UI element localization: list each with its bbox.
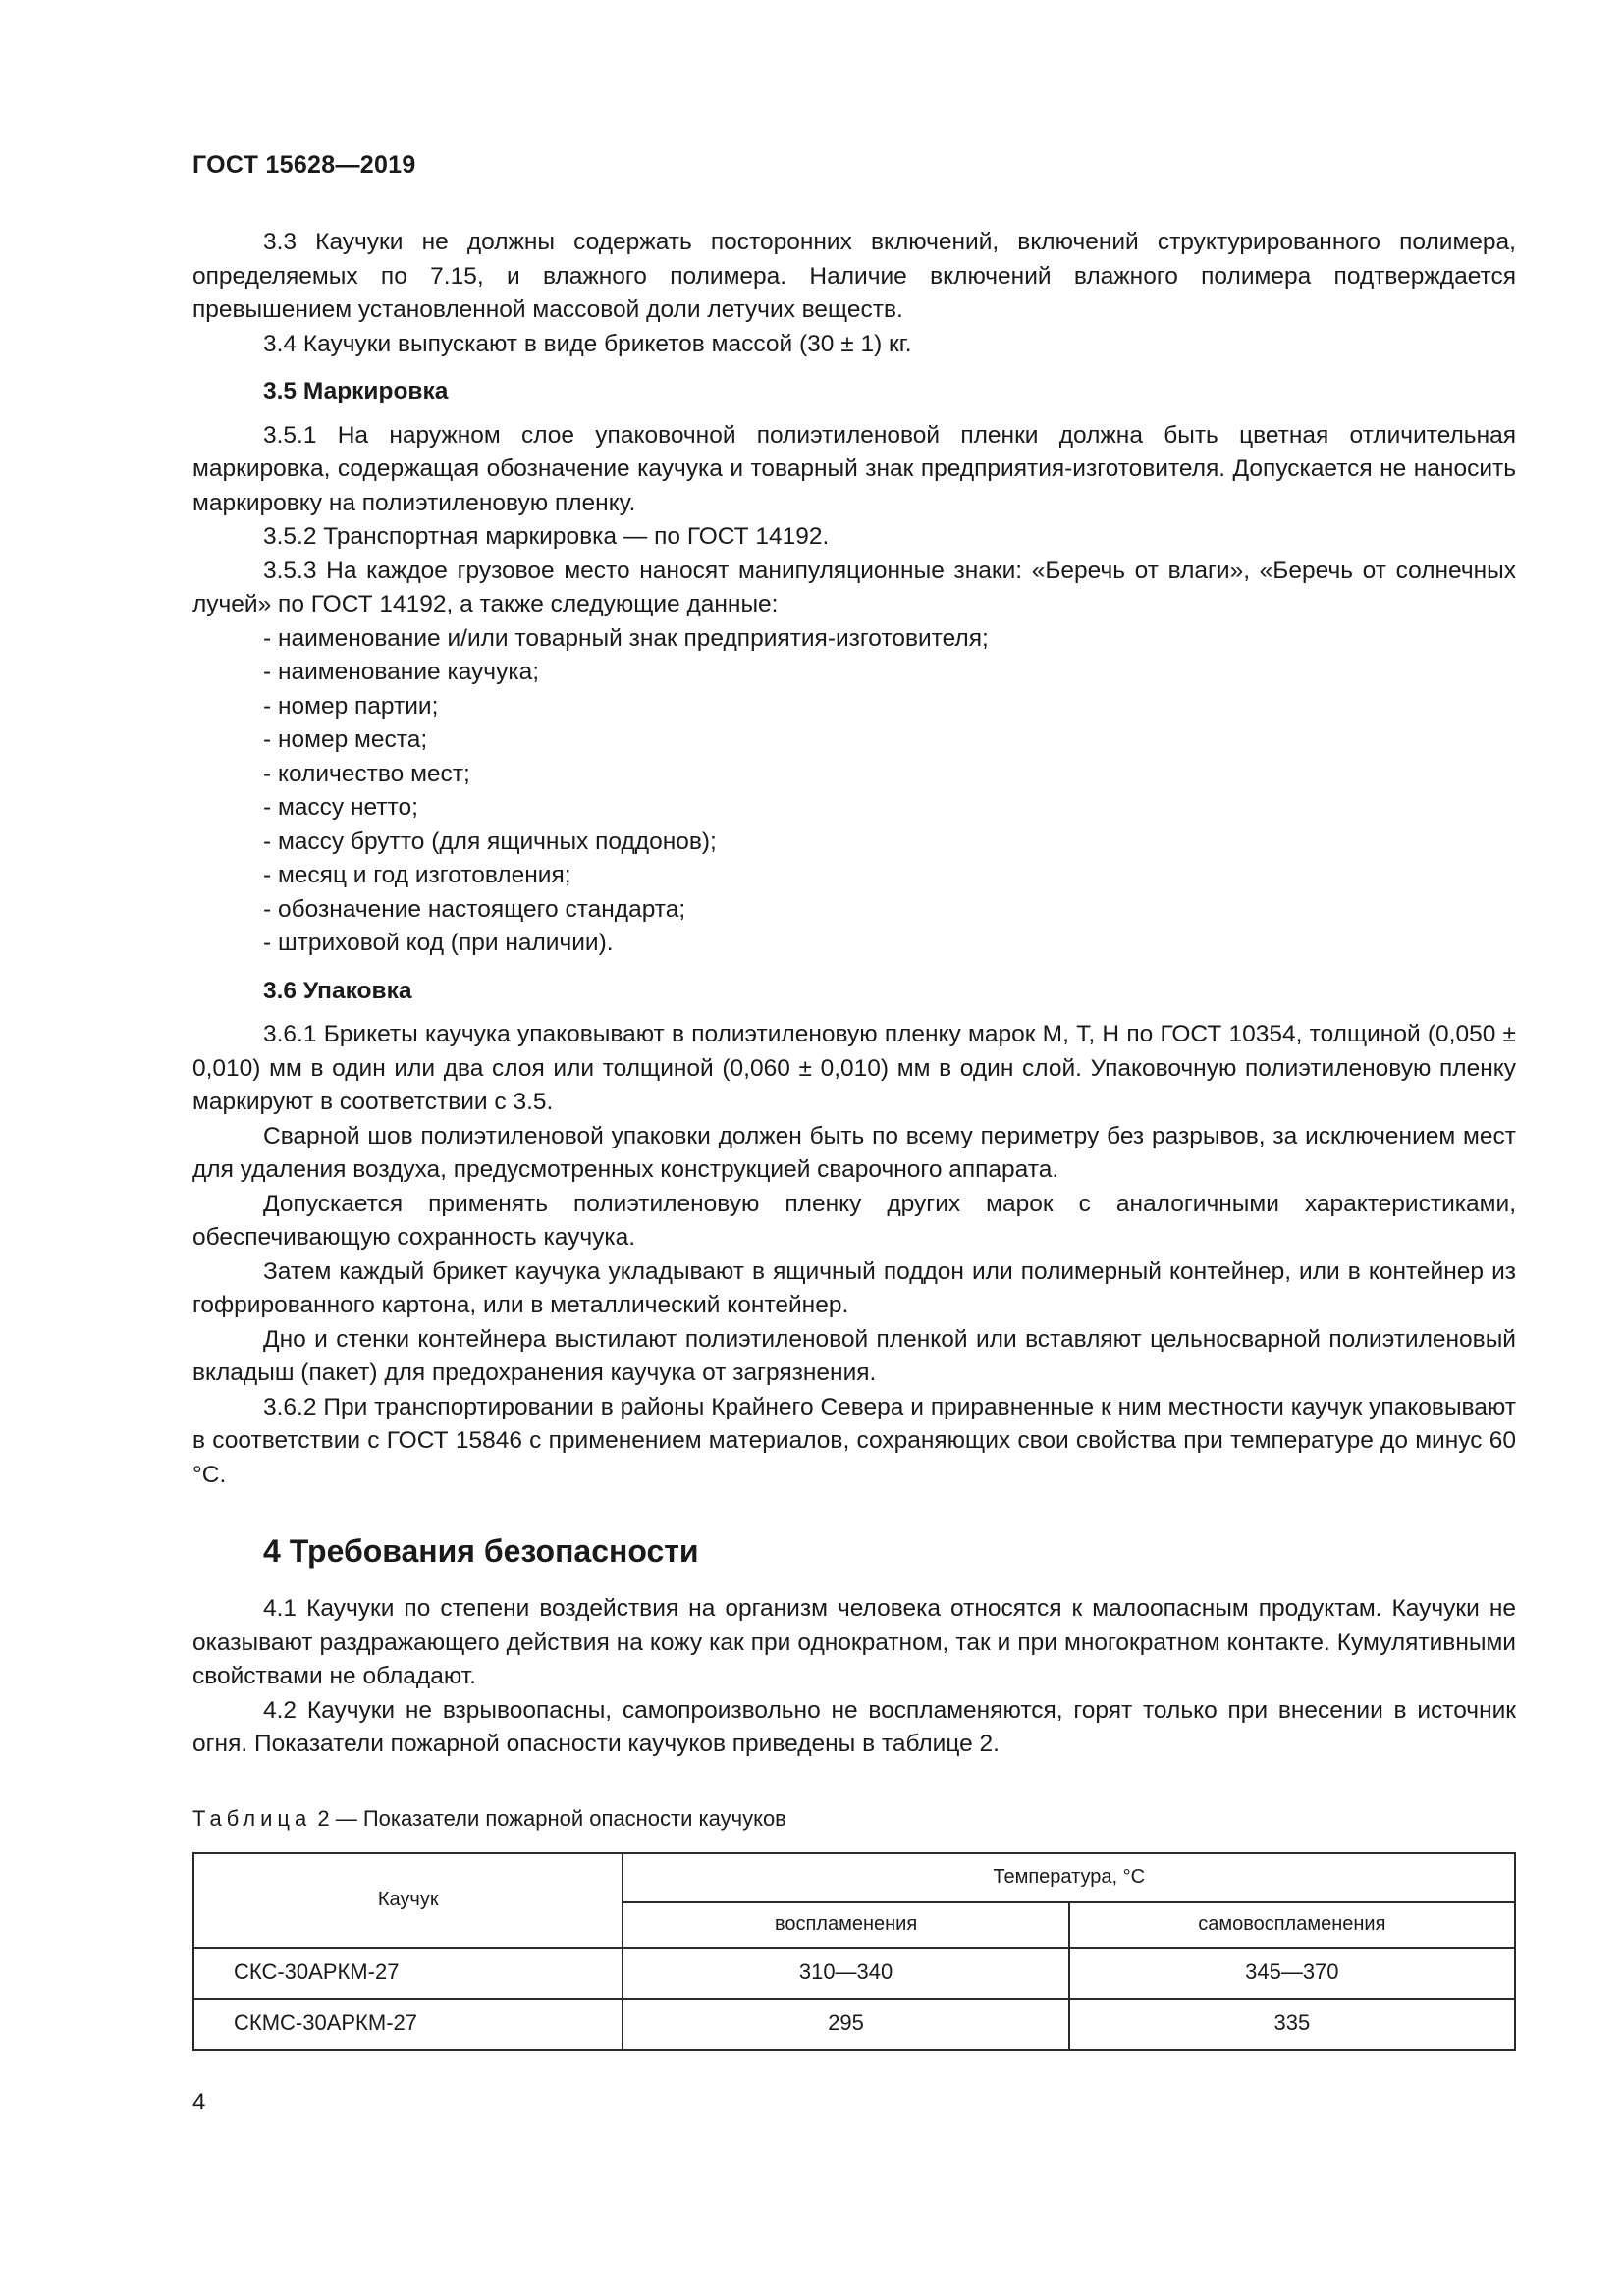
document-body <box>192 226 1516 2051</box>
list-item: - наименование каучука; <box>263 659 540 685</box>
table-cell-rubber: СКС-30АРКМ-27 <box>193 1948 623 1999</box>
table-cell-ignition: 310—340 <box>623 1948 1068 1999</box>
paragraph-seam: Сварной шов полиэтиленовой упаковки должен быть по всему периметру без разрывов, за исключением мест для удаления воздуха, предусмотренных конструкцией сварочного аппарата. <box>192 1122 1516 1183</box>
paragraph-then: Затем каждый брикет каучука укладывают в ящичный поддон или полимерный контейнер, или в контейнер из гофрированного картона, или в металлический контейнер. <box>192 1257 1516 1318</box>
list-item: - массу брутто (для ящичных поддонов); <box>263 828 717 855</box>
paragraph-3-3: 3.3 Каучуки не должны содержать посторонних включений, включений структурированного полимера, определяемых по 7.15, и влажного полимера. Наличие включений влажного полимера подтверждается превышением установленной массовой доли летучих веществ. <box>192 229 1516 323</box>
list-item: - обозначение настоящего стандарта; <box>263 895 686 923</box>
paragraph-4-1: 4.1 Каучуки по степени воздействия на организм человека относятся к малоопасным продуктам. Каучуки не оказывают раздражающего действия на кожу как при однократном, так и при многократном контакте. Кумулятивными свойствами не обладают. <box>192 1595 1516 1689</box>
list-item: - количество мест; <box>263 760 470 787</box>
table-row <box>193 1999 1515 2050</box>
paragraph-3-6-1: 3.6.1 Брикеты каучука упаковывают в полиэтиленовую пленку марок М, Т, Н по ГОСТ 10354, толщиной (0,050 ± 0,010) мм в один или два слоя или толщиной (0,060 ± 0,010) мм в один слой. Упаковочную полиэтиленовую пленку маркируют в соответствии с 3.5. <box>192 1021 1516 1115</box>
table-cell-self-ignition: 345—370 <box>1069 1948 1515 1999</box>
table-header-temperature: Температура, °С <box>623 1853 1515 1902</box>
paragraph-3-4: 3.4 Каучуки выпускают в виде брикетов массой (30 ± 1) кг. <box>263 330 912 357</box>
table-header-ignition: воспламенения <box>623 1902 1068 1948</box>
table-cell-rubber: СКМС-30АРКМ-27 <box>193 1999 623 2050</box>
subheading-3-6: 3.6 Упаковка <box>263 977 412 1004</box>
paragraph-3-5-2: 3.5.2 Транспортная маркировка — по ГОСТ 14192. <box>263 523 830 550</box>
subheading-3-5: 3.5 Маркировка <box>263 378 449 404</box>
list-item: - наименование и/или товарный знак предприятия-изготовителя; <box>263 624 989 652</box>
document-header: ГОСТ 15628—2019 <box>192 151 416 179</box>
paragraph-allowed: Допускается применять полиэтиленовую пленку других марок с аналогичными характеристиками, обеспечивающую сохранность каучука. <box>192 1190 1516 1251</box>
table-cell-ignition: 295 <box>623 1999 1068 2050</box>
paragraph-bottom: Дно и стенки контейнера выстилают полиэтиленовой пленкой или вставляют цельносварной полиэтиленовый вкладыш (пакет) для предохранения каучука от загрязнения. <box>192 1325 1516 1386</box>
table-caption-label: Таблица <box>192 1805 312 1831</box>
table-header-self-ignition: самовоспламенения <box>1069 1902 1515 1948</box>
list-item: - штриховой код (при наличии). <box>263 930 614 956</box>
list-item: - номер партии; <box>263 692 439 720</box>
section-heading-4: 4 Требования безопасности <box>263 1533 699 1569</box>
list-item: - массу нетто; <box>263 794 418 821</box>
paragraph-3-5-3: 3.5.3 На каждое грузовое место наносят манипуляционные знаки: «Беречь от влаги», «Беречь от солнечных лучей» по ГОСТ 14192, а также следующие данные: <box>192 557 1516 617</box>
paragraph-3-6-2: 3.6.2 При транспортировании в районы Крайнего Севера и приравненные к ним местности каучук упаковывают в соответствии с ГОСТ 15846 с применением материалов, сохраняющих свои свойства при температуре до минус 60 °С. <box>192 1393 1516 1488</box>
table-row <box>193 1948 1515 1999</box>
page-number: 4 <box>192 2089 206 2115</box>
marking-list <box>192 622 1516 961</box>
table-cell-self-ignition: 335 <box>1069 1999 1515 2050</box>
table-header-rubber: Каучук <box>193 1853 623 1948</box>
table-caption-text: 2 — Показатели пожарной опасности каучуков <box>311 1805 786 1831</box>
fire-hazard-table <box>192 1852 1516 2051</box>
paragraph-3-5-1: 3.5.1 На наружном слое упаковочной полиэтиленовой пленки должна быть цветная отличительная маркировка, содержащая обозначение каучука и товарный знак предприятия-изготовителя. Допускается не наносить маркировку на полиэтиленовую пленку. <box>192 421 1516 516</box>
table-header-row <box>193 1853 1515 1902</box>
list-item: - номер места; <box>263 726 428 753</box>
table-caption <box>192 1805 1516 1833</box>
list-item: - месяц и год изготовления; <box>263 862 571 888</box>
paragraph-4-2: 4.2 Каучуки не взрывоопасны, самопроизвольно не воспламеняются, горят только при внесении в источник огня. Показатели пожарной опасности каучуков приведены в таблице 2. <box>192 1696 1516 1757</box>
